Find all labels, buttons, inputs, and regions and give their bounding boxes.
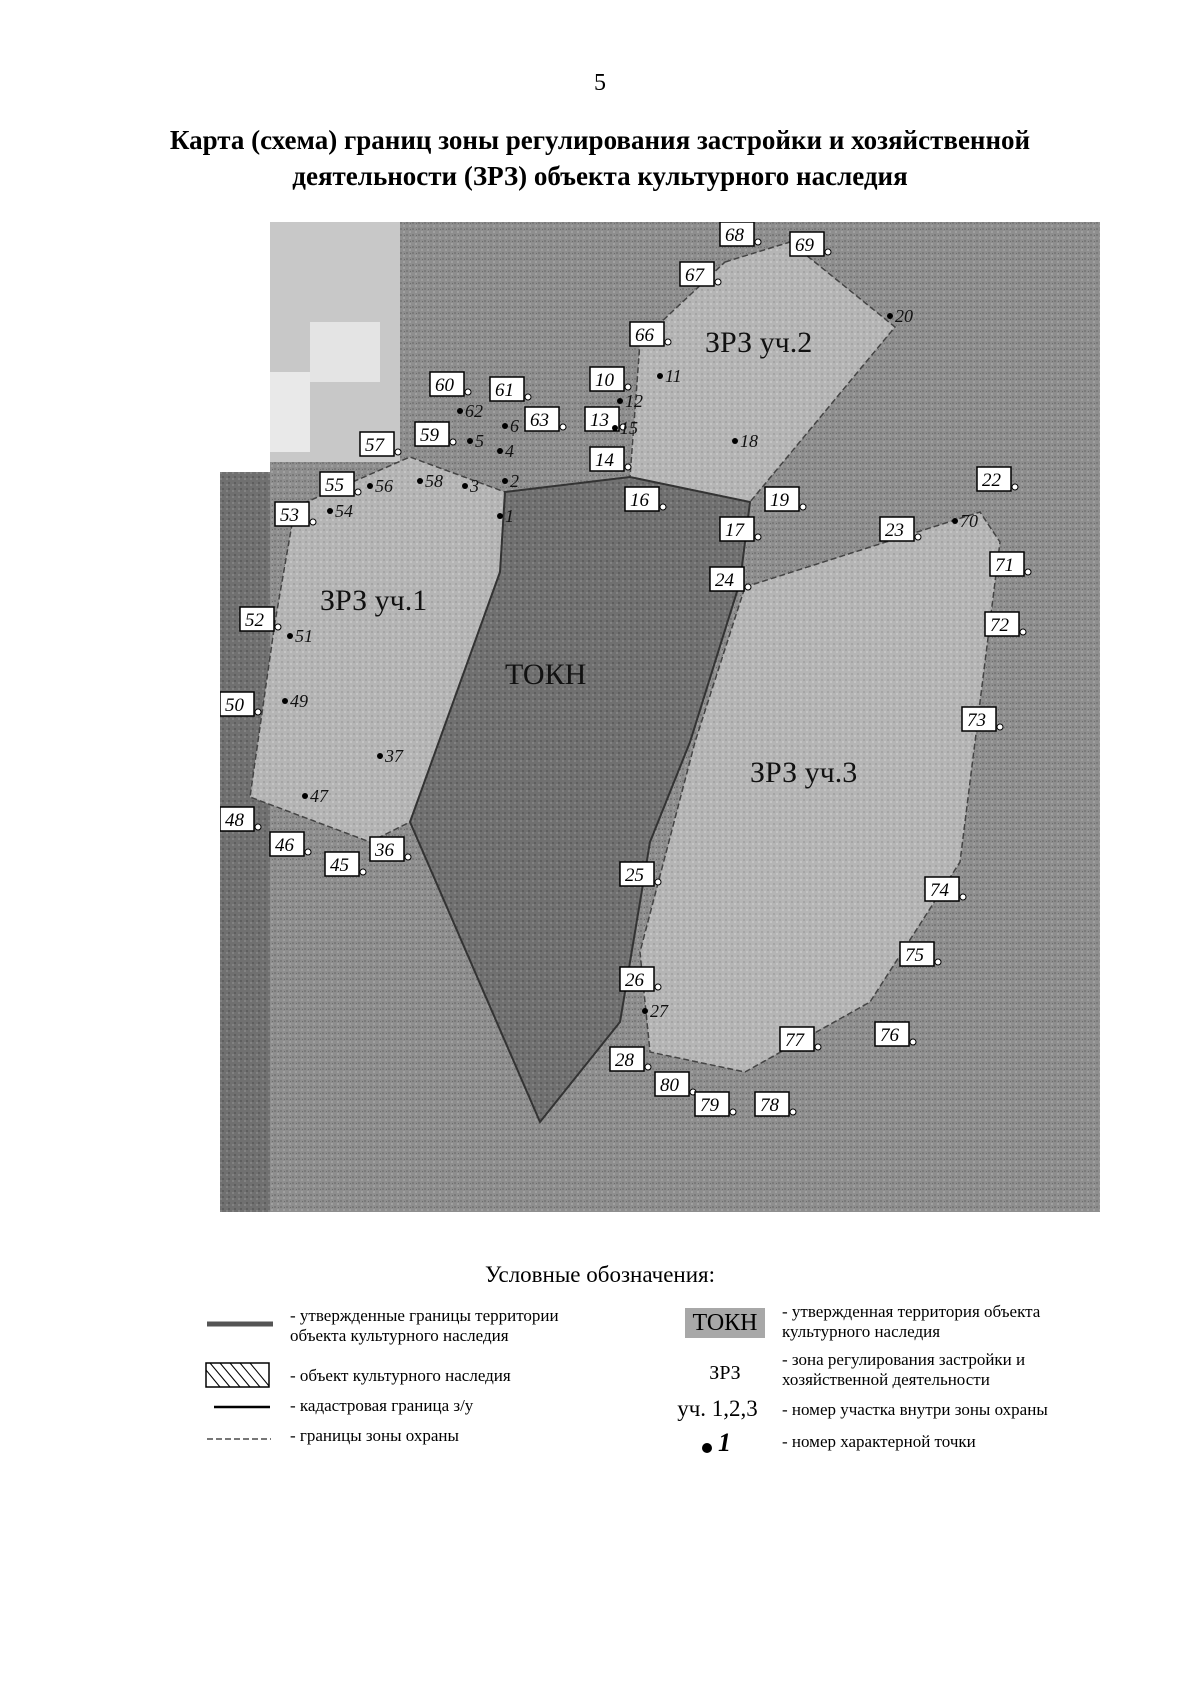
point-label: 23 — [885, 520, 904, 541]
legend-item-tokn-boundary — [290, 1306, 559, 1346]
map-left-strip — [220, 472, 270, 1212]
point-label: 2 — [510, 471, 519, 491]
tokn-boundary-symbol — [205, 1318, 275, 1330]
point-label: 24 — [715, 570, 734, 591]
point-marker — [465, 389, 471, 395]
point-label: 76 — [880, 1025, 899, 1046]
point-label: 27 — [650, 1001, 668, 1021]
point-label: 56 — [375, 476, 393, 496]
legend-text: - номер участка внутри зоны охраны — [782, 1400, 1048, 1419]
point-marker — [467, 438, 473, 444]
point-label: 78 — [760, 1095, 779, 1116]
point-marker — [910, 1039, 916, 1045]
point-marker — [655, 984, 661, 990]
point-marker — [960, 894, 966, 900]
point-label: 10 — [595, 370, 614, 391]
point-label: 62 — [465, 401, 483, 421]
point-label: 18 — [740, 431, 758, 451]
point-marker — [642, 1008, 648, 1014]
legend-text: объекта культурного наследия — [290, 1326, 509, 1345]
point-marker — [730, 1109, 736, 1115]
point-label: 48 — [225, 810, 244, 831]
building-block — [270, 372, 310, 452]
point-label: 36 — [375, 840, 394, 861]
point-label: 20 — [895, 306, 913, 326]
point-symbol — [700, 1428, 760, 1458]
point-marker — [360, 869, 366, 875]
zone-label-tokn: ТОКН — [505, 658, 587, 691]
point-marker — [457, 408, 463, 414]
point-marker — [377, 753, 383, 759]
point-marker — [655, 879, 661, 885]
point-marker — [732, 438, 738, 444]
point-label: 54 — [335, 501, 353, 521]
zone-label-zrz3: ЗРЗ уч.3 — [750, 756, 858, 789]
protection-zone-line-symbol — [205, 1435, 273, 1443]
point-label: 73 — [967, 710, 986, 731]
point-label: 52 — [245, 610, 264, 631]
legend-text: - границы зоны охраны — [290, 1426, 459, 1445]
page-number: 5 — [594, 70, 606, 96]
point-marker — [800, 504, 806, 510]
point-label: 1 — [505, 506, 514, 526]
point-label: 66 — [635, 325, 654, 346]
cadastral-line-symbol — [212, 1403, 272, 1411]
point-marker — [327, 508, 333, 514]
point-marker — [660, 504, 666, 510]
point-label: 14 — [595, 450, 614, 471]
point-marker — [275, 624, 281, 630]
legend-text: культурного наследия — [782, 1322, 941, 1341]
point-label: 46 — [275, 835, 294, 856]
point-symbol-number: 1 — [718, 1428, 731, 1457]
point-label: 74 — [930, 880, 949, 901]
point-marker — [255, 824, 261, 830]
point-label: 6 — [510, 416, 519, 436]
point-marker — [997, 724, 1003, 730]
point-marker — [405, 854, 411, 860]
point-marker — [935, 959, 941, 965]
point-marker — [502, 423, 508, 429]
building-block — [310, 322, 380, 382]
point-label: 51 — [295, 626, 313, 646]
point-label: 19 — [770, 490, 789, 511]
point-marker — [367, 483, 373, 489]
point-marker — [745, 584, 751, 590]
point-label: 47 — [310, 786, 328, 806]
point-marker — [1020, 629, 1026, 635]
legend-item-section-number — [782, 1400, 1048, 1420]
point-label: 69 — [795, 235, 814, 256]
point-marker — [497, 448, 503, 454]
map-title — [150, 122, 1050, 194]
point-marker — [790, 1109, 796, 1115]
legend-text: - утвержденные границы территории — [290, 1306, 559, 1325]
point-marker — [887, 313, 893, 319]
point-marker — [502, 478, 508, 484]
point-label: 72 — [990, 615, 1009, 636]
legend-text: - кадастровая граница з/у — [290, 1396, 474, 1415]
legend-item-protection-zone — [290, 1426, 459, 1446]
legend-item-point — [782, 1432, 976, 1452]
point-marker — [355, 489, 361, 495]
legend-text: - зона регулирования застройки и — [782, 1350, 1026, 1369]
point-label: 22 — [982, 470, 1001, 491]
point-label: 17 — [725, 520, 744, 541]
point-marker — [282, 698, 288, 704]
point-marker — [255, 709, 261, 715]
point-label: 68 — [725, 225, 744, 246]
zrz-symbol: ЗРЗ — [709, 1362, 741, 1384]
point-marker — [952, 518, 958, 524]
map-canvas — [220, 222, 1100, 1212]
point-marker — [310, 519, 316, 525]
point-label: 26 — [625, 970, 644, 991]
point-marker — [657, 373, 663, 379]
point-label: 67 — [685, 265, 704, 286]
point-label: 28 — [615, 1050, 634, 1071]
point-marker — [715, 279, 721, 285]
map-title-line2: деятельности (ЗРЗ) объекта культурного наследия — [292, 161, 908, 191]
point-label: 13 — [590, 410, 609, 431]
point-label: 25 — [625, 865, 644, 886]
point-marker — [915, 534, 921, 540]
point-marker — [755, 239, 761, 245]
point-label: 15 — [620, 418, 638, 438]
point-marker — [665, 339, 671, 345]
point-marker — [525, 394, 531, 400]
point-label: 53 — [280, 505, 299, 526]
legend-item-zrz — [782, 1350, 1025, 1390]
point-label: 3 — [470, 476, 479, 496]
point-marker — [560, 424, 566, 430]
point-label: 16 — [630, 490, 649, 511]
point-marker — [462, 483, 468, 489]
point-label: 71 — [995, 555, 1014, 576]
point-marker — [302, 793, 308, 799]
legend-text: - утвержденная территория объекта — [782, 1302, 1041, 1321]
map-title-line1: Карта (схема) границ зоны регулирования застройки и хозяйственной — [169, 125, 1031, 155]
legend-title: Условные обозначения: — [484, 1262, 716, 1287]
map-area — [220, 222, 1100, 1212]
legend-item-heritage-object — [290, 1366, 511, 1386]
point-label: 55 — [325, 475, 344, 496]
section-number-symbol: уч. 1,2,3 — [677, 1396, 758, 1421]
zone-label-zrz1: ЗРЗ уч.1 — [320, 584, 428, 617]
legend-text: хозяйственной деятельности — [782, 1370, 990, 1389]
point-marker — [625, 384, 631, 390]
point-marker — [612, 425, 618, 431]
point-label: 70 — [960, 511, 978, 531]
point-marker — [305, 849, 311, 855]
point-label: 37 — [385, 746, 403, 766]
point-label: 80 — [660, 1075, 679, 1096]
point-marker — [1012, 484, 1018, 490]
heritage-object-hatch-icon — [205, 1362, 270, 1388]
zone-label-zrz2: ЗРЗ уч.2 — [705, 326, 813, 359]
point-label: 63 — [530, 410, 549, 431]
map-white-corner — [220, 222, 270, 472]
point-marker — [815, 1044, 821, 1050]
point-label: 45 — [330, 855, 349, 876]
point-label: 12 — [625, 391, 643, 411]
point-label: 11 — [665, 366, 682, 386]
point-label: 59 — [420, 425, 439, 446]
tokn-symbol: ТОКН — [685, 1308, 765, 1338]
point-marker — [395, 449, 401, 455]
point-label: 79 — [700, 1095, 719, 1116]
point-marker — [417, 478, 423, 484]
point-label: 57 — [365, 435, 384, 456]
point-label: 4 — [505, 441, 514, 461]
legend-text: - объект культурного наследия — [290, 1366, 511, 1385]
point-label: 50 — [225, 695, 244, 716]
point-label: 49 — [290, 691, 308, 711]
legend-text: - номер характерной точки — [782, 1432, 976, 1451]
point-marker — [617, 398, 623, 404]
point-marker — [625, 464, 631, 470]
legend-item-cadastral — [290, 1396, 473, 1416]
point-label: 60 — [435, 375, 454, 396]
point-marker — [450, 439, 456, 445]
point-marker — [497, 513, 503, 519]
point-marker — [825, 249, 831, 255]
point-dot-icon — [700, 1432, 714, 1462]
point-label: 61 — [495, 380, 514, 401]
point-label: 77 — [785, 1030, 804, 1051]
point-marker — [287, 633, 293, 639]
point-marker — [645, 1064, 651, 1070]
legend-item-tokn — [782, 1302, 1040, 1342]
point-label: 5 — [475, 431, 484, 451]
point-label: 75 — [905, 945, 924, 966]
point-label: 58 — [425, 471, 443, 491]
point-marker — [1025, 569, 1031, 575]
point-marker — [755, 534, 761, 540]
